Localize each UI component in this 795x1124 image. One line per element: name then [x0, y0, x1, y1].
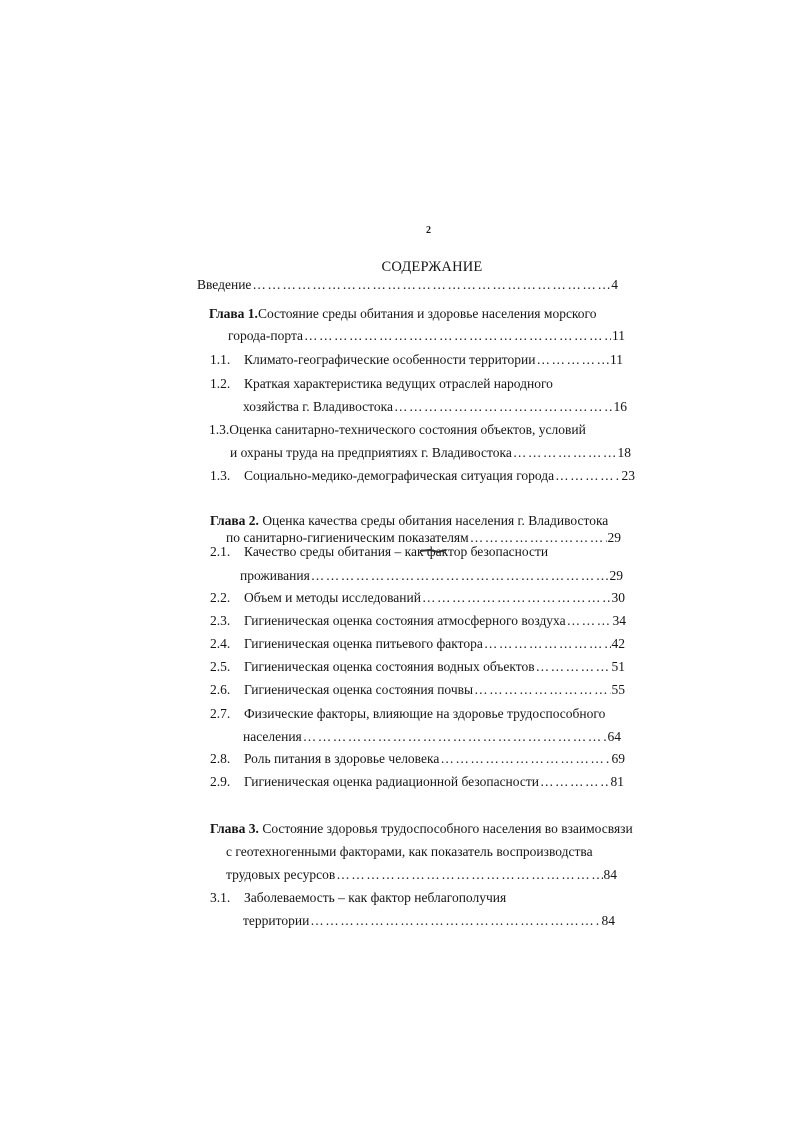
toc-page-number: 30 — [611, 590, 625, 605]
toc-entry-text: Физические факторы, влияющие на здоровье трудоспособного — [244, 706, 606, 721]
toc-entry — [230, 445, 631, 461]
page-title: СОДЕРЖАНИЕ — [381, 259, 483, 275]
dot-leader — [422, 590, 611, 606]
toc-section-number: 2.7. — [210, 706, 231, 721]
toc-page-number: 29 — [607, 530, 621, 545]
toc-entry — [210, 774, 624, 790]
toc-entry — [210, 659, 625, 675]
toc-entry-text: Роль питания в здоровье человека — [244, 751, 440, 766]
toc-entry-text: Состояние здоровья трудоспособного населения во взаимосвязи — [258, 821, 633, 836]
toc-entry — [228, 328, 625, 344]
toc-section-number: 2.9. — [210, 774, 231, 789]
toc-entry-title — [244, 682, 473, 698]
toc-entry-title — [244, 352, 535, 368]
toc-entry-text: Климато-географические особенности территории — [244, 352, 536, 367]
toc-entry-text: проживания — [240, 568, 310, 583]
toc-entry-title — [209, 422, 586, 438]
toc-entry-title — [243, 729, 302, 745]
toc-entry-title — [230, 445, 512, 461]
toc-entry-title — [244, 468, 554, 484]
toc-entry — [210, 890, 506, 906]
toc-entry — [209, 422, 586, 438]
toc-entry-text: Социально-медико-демографическая ситуация города — [244, 468, 555, 483]
dot-leader — [474, 682, 610, 698]
toc-entry-text: 1.3.Оценка санитарно-технического состояния объектов, условий — [209, 422, 586, 437]
toc-entry-title — [226, 867, 335, 883]
toc-entry-text: Гигиеническая оценка питьевого фактора — [244, 636, 483, 651]
toc-section-number: 2.3. — [210, 613, 231, 628]
toc-entry-text: по санитарно-гигиеническим показателям — [226, 530, 469, 545]
toc-entry — [210, 706, 605, 722]
toc-entry-text: Гигиеническая оценка состояния атмосферного воздуха — [244, 613, 566, 628]
toc-entry-text: Качество среды обитания – как фактор безопасности — [244, 544, 549, 559]
toc-entry — [210, 513, 608, 529]
toc-page-number: 55 — [611, 682, 625, 697]
toc-entry — [210, 636, 625, 652]
dot-leader — [567, 613, 612, 629]
dot-leader — [536, 352, 609, 368]
toc-section-number: 1.3. — [210, 468, 231, 483]
toc-entry — [210, 821, 633, 837]
toc-page-number: 69 — [611, 751, 625, 766]
page-number: 2 — [426, 225, 431, 236]
toc-entry — [209, 306, 597, 322]
toc-section-number: 1.1. — [210, 352, 231, 367]
toc-page-number: 81 — [610, 774, 624, 789]
toc-entry-text: территории — [243, 913, 310, 928]
toc-entry-text: хозяйства г. Владивостока — [243, 399, 393, 414]
toc-page-number: 29 — [609, 568, 623, 583]
toc-entry-text: с геотехногенными факторами, как показатель воспроизводства — [226, 844, 593, 859]
toc-entry-text: Состояние среды обитания и здоровье населения морского — [257, 306, 597, 321]
toc-entry — [210, 751, 625, 767]
toc-entry — [226, 867, 617, 883]
toc-entry — [210, 468, 635, 484]
dot-leader — [513, 445, 617, 461]
toc-entry-text: города-порта — [228, 328, 304, 343]
toc-entry — [226, 844, 593, 860]
toc-entry-title — [244, 774, 539, 790]
toc-entry-title — [243, 913, 309, 929]
toc-entry — [210, 544, 548, 560]
toc-entry-title — [244, 590, 421, 606]
toc-entry-title — [243, 399, 393, 415]
toc-page-number: 34 — [612, 613, 626, 628]
toc-page-number: 84 — [601, 913, 615, 928]
toc-entry-title — [209, 306, 597, 322]
toc-page-number: 64 — [607, 729, 621, 744]
toc-entry — [210, 376, 553, 392]
toc-entry-text: Заболеваемость – как фактор неблагополучия — [244, 890, 507, 905]
dot-leader — [304, 328, 611, 344]
toc-section-number: 2.5. — [210, 659, 231, 674]
toc-entry-title — [226, 844, 593, 860]
toc-page-number: 11 — [612, 328, 625, 343]
toc-entry-title — [244, 636, 483, 652]
toc-entry-title — [228, 328, 303, 344]
dot-leader — [555, 468, 620, 484]
toc-page-number: 84 — [603, 867, 617, 882]
toc-page-number: 18 — [617, 445, 631, 460]
toc-entry-text: населения — [243, 729, 302, 744]
dot-leader — [536, 659, 611, 675]
toc-section-number: 2.8. — [210, 751, 231, 766]
toc-entry — [243, 399, 627, 415]
toc-section-number: 3.1. — [210, 890, 231, 905]
toc-entry-title — [244, 544, 548, 560]
toc-page-number: 11 — [610, 352, 623, 367]
toc-entry-text: Гигиеническая оценка радиационной безопасности — [244, 774, 539, 789]
dot-leader — [394, 399, 613, 415]
toc-page-number: 51 — [611, 659, 625, 674]
toc-entry-title — [244, 376, 553, 392]
dot-leader — [310, 913, 600, 929]
toc-entry — [197, 277, 618, 293]
toc-entry-title — [244, 706, 605, 722]
dot-leader — [540, 774, 610, 790]
dot-leader — [252, 277, 610, 293]
toc-entry-title — [210, 821, 633, 837]
toc-entry-title — [197, 277, 251, 293]
toc-entry-text: Гигиеническая оценка состояния водных объектов — [244, 659, 535, 674]
dot-leader — [303, 729, 607, 745]
dot-leader — [440, 751, 610, 767]
toc-section-number: 1.2. — [210, 376, 231, 391]
toc-entry — [243, 729, 621, 745]
toc-section-number: 2.2. — [210, 590, 231, 605]
toc-page-number: 4 — [611, 277, 618, 292]
toc-entry-title — [244, 613, 566, 629]
toc-entry-title — [240, 568, 310, 584]
toc-chapter-label: Глава 1. — [209, 306, 258, 321]
toc-entry — [210, 613, 626, 629]
toc-section-number: 2.1. — [210, 544, 231, 559]
toc-entry-text: Объем и методы исследований — [244, 590, 421, 605]
toc-entry-text: Оценка качества среды обитания населения г. Владивостока — [258, 513, 609, 528]
toc-entry-text: Введение — [197, 277, 252, 292]
toc-entry — [240, 568, 623, 584]
toc-entry-title — [244, 659, 535, 675]
toc-entry-text: Краткая характеристика ведущих отраслей народного — [244, 376, 553, 391]
toc-entry-title — [244, 751, 439, 767]
dot-leader — [484, 636, 611, 652]
dot-leader — [311, 568, 609, 584]
dot-leader — [336, 867, 602, 883]
toc-page-number: 16 — [613, 399, 627, 414]
toc-entry — [210, 352, 623, 368]
toc-entry-text: трудовых ресурсов — [226, 867, 336, 882]
toc-entry — [243, 913, 615, 929]
toc-page-number: 42 — [611, 636, 625, 651]
toc-entry-text: Гигиеническая оценка состояния почвы — [244, 682, 474, 697]
toc-entry-text: и охраны труда на предприятиях г. Владивостока — [230, 445, 512, 460]
toc-section-number: 2.6. — [210, 682, 231, 697]
toc-page-number: 23 — [621, 468, 635, 483]
toc-entry-title — [244, 890, 506, 906]
toc-chapter-label: Глава 3. — [210, 821, 259, 836]
toc-entry — [210, 682, 625, 698]
scan-smudge — [418, 548, 448, 558]
toc-section-number: 2.4. — [210, 636, 231, 651]
toc-entry — [210, 590, 625, 606]
toc-entry-title — [210, 513, 608, 529]
toc-chapter-label: Глава 2. — [210, 513, 259, 528]
